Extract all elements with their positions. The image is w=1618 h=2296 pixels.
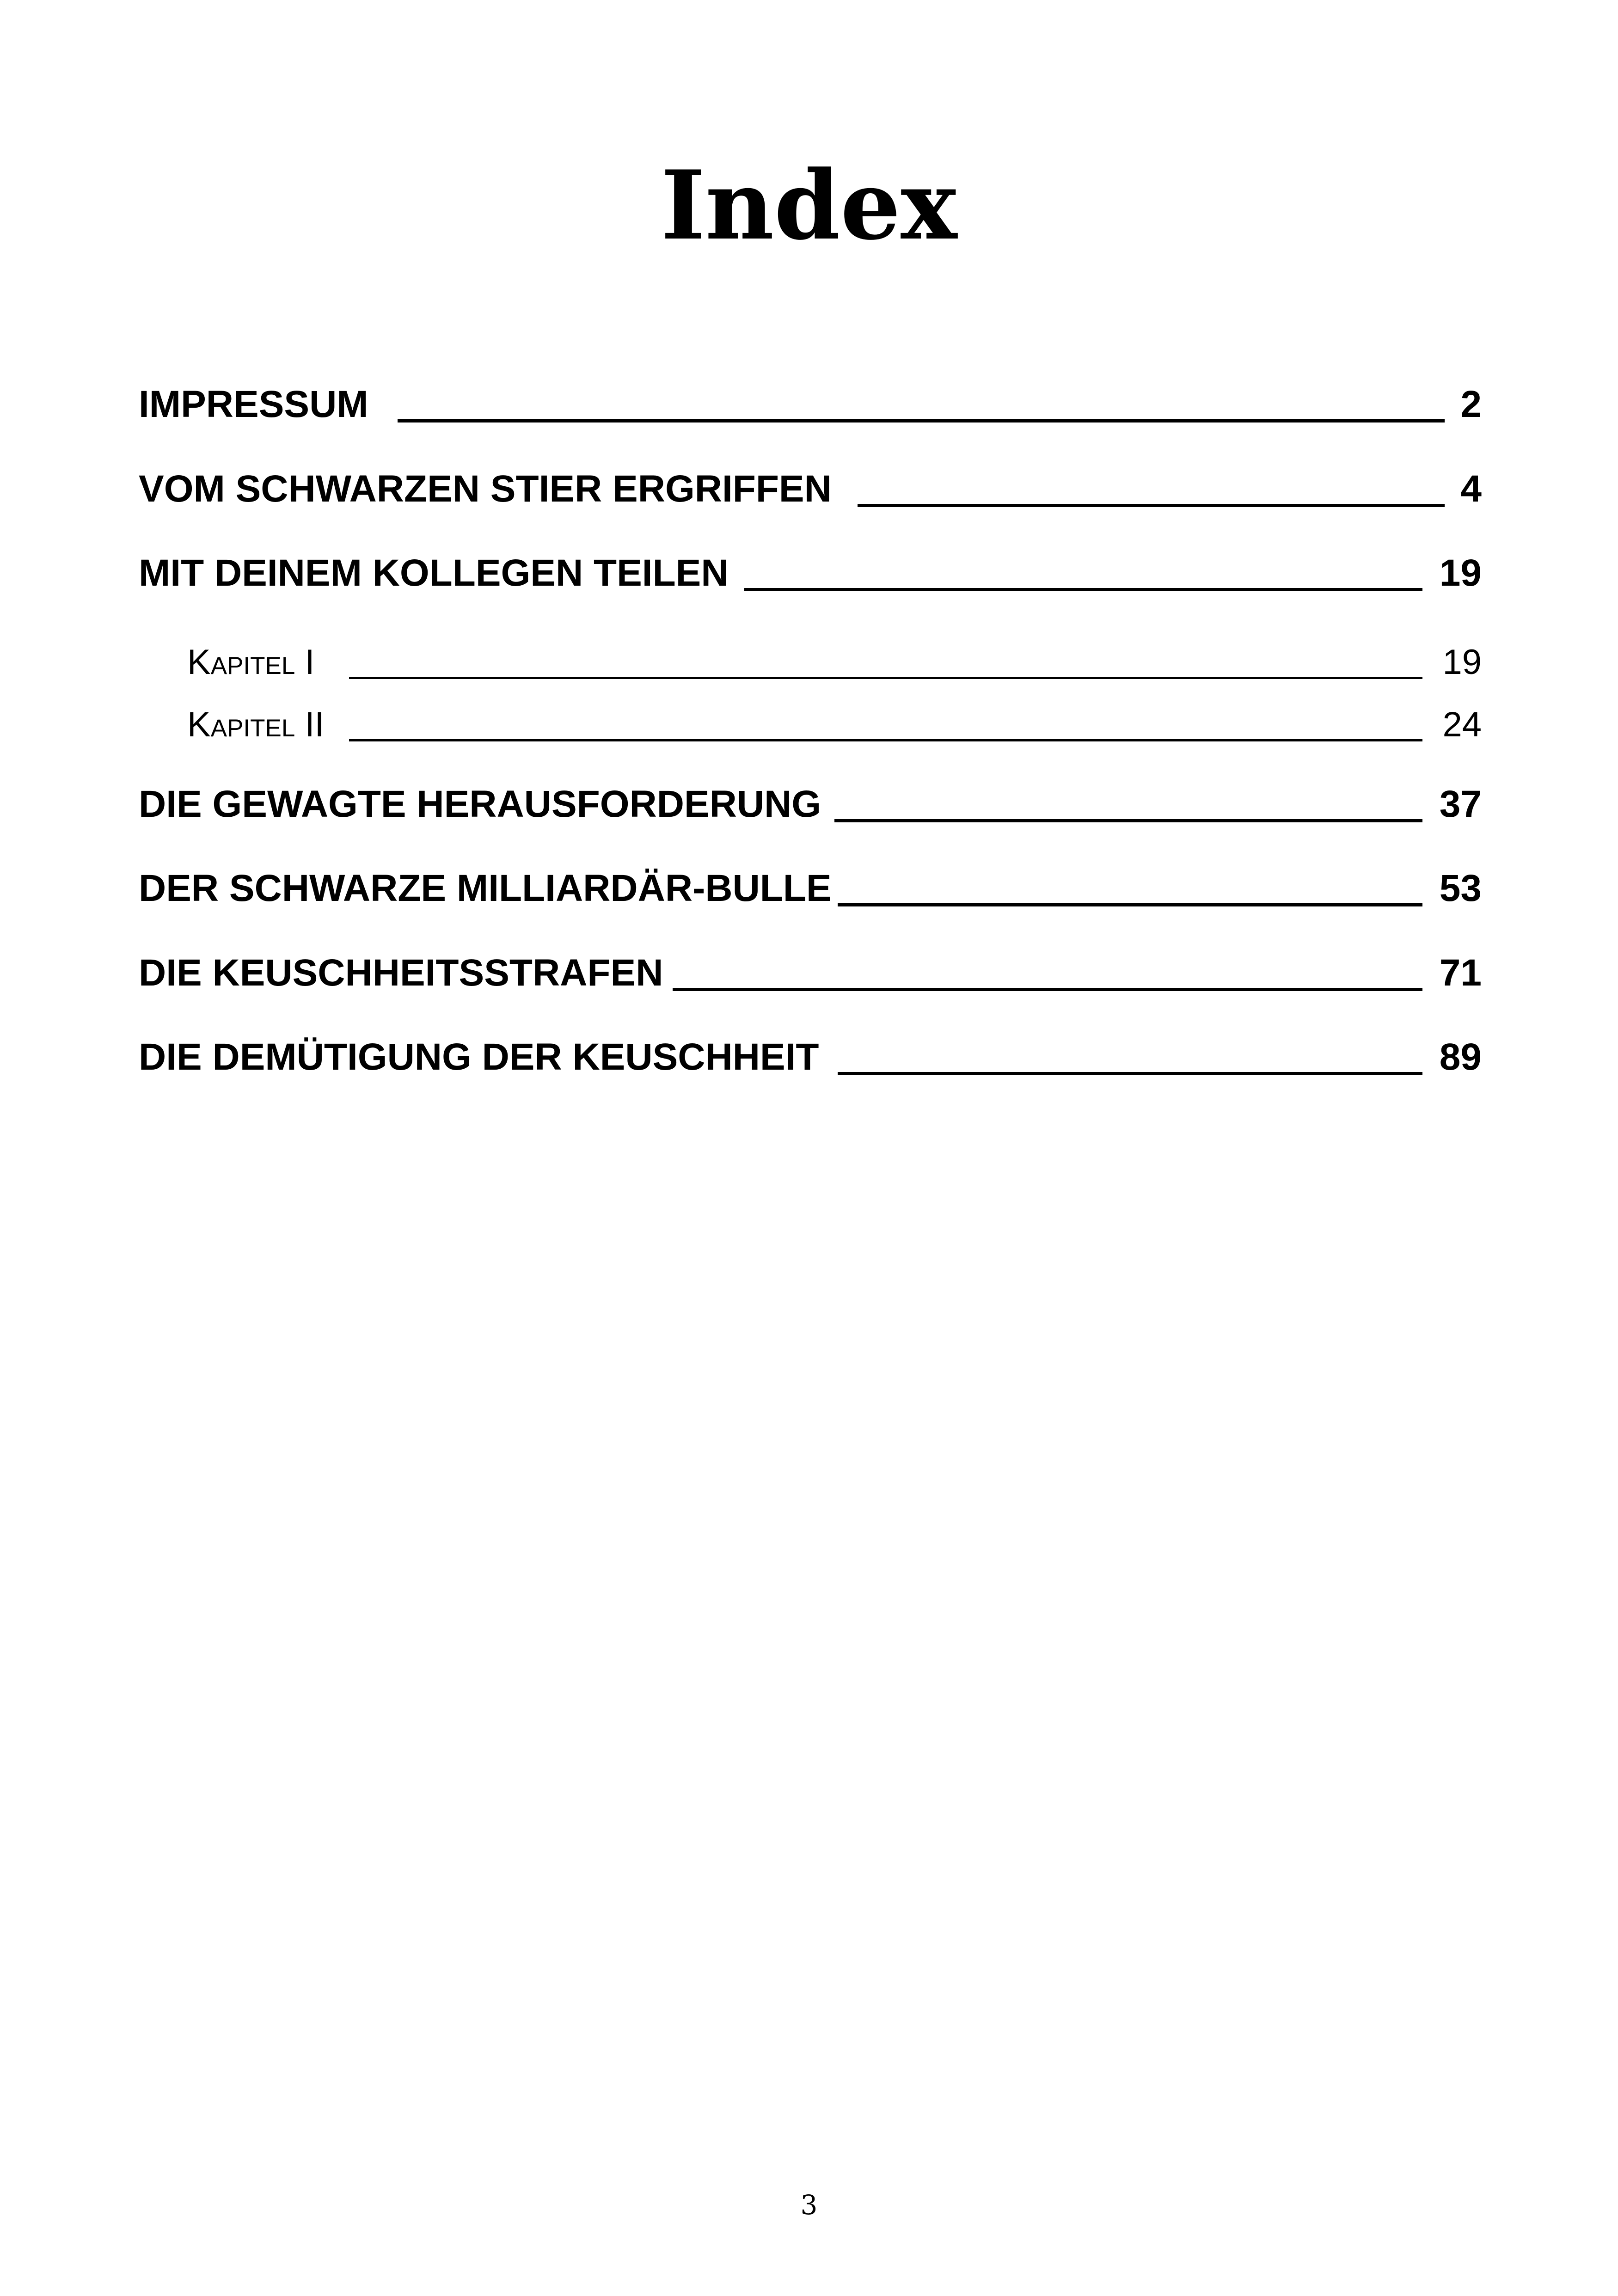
toc-page-number: 4 <box>1460 468 1482 510</box>
toc-subentry-label: Kapitel II <box>187 705 325 744</box>
toc-leader-line <box>349 739 1422 741</box>
toc-page-number: 37 <box>1439 783 1482 825</box>
toc-leader-line <box>858 504 1445 507</box>
toc-page-number: 19 <box>1442 643 1482 682</box>
toc-subentry-kapitel-2[interactable] <box>139 698 1482 749</box>
toc-page-number: 71 <box>1439 952 1482 994</box>
toc-leader-line <box>398 419 1445 422</box>
toc-entry-label: DIE DEMÜTIGUNG DER KEUSCHHEIT <box>139 1036 819 1078</box>
toc-leader-line <box>673 988 1422 991</box>
toc-page-number: 2 <box>1460 383 1482 425</box>
toc-entry-label: DIE GEWAGTE HERAUSFORDERUNG <box>139 783 821 825</box>
toc-entry-label: DIE KEUSCHHEITSSTRAFEN <box>139 952 663 994</box>
toc-entry-label: MIT DEINEM KOLLEGEN TEILEN <box>139 552 729 594</box>
toc-entry-label: IMPRESSUM <box>139 383 368 425</box>
toc-leader-line <box>838 1072 1422 1075</box>
toc-entry-die-keuschheitsstrafen[interactable] <box>139 948 1482 998</box>
toc-page-number: 24 <box>1442 705 1482 744</box>
toc-entry-label: DER SCHWARZE MILLIARDÄR-BULLE <box>139 867 832 909</box>
toc-leader-line <box>744 588 1422 591</box>
toc-page-number: 89 <box>1439 1036 1482 1078</box>
toc-entry-mit-deinem-kollegen[interactable] <box>139 548 1482 599</box>
page-title: Index <box>661 150 957 261</box>
toc-leader-line <box>838 903 1422 906</box>
toc-leader-line <box>834 819 1422 822</box>
toc-entry-der-schwarze-milliardaer-bulle[interactable] <box>139 863 1482 914</box>
toc-entry-vom-schwarzen-stier[interactable] <box>139 464 1482 514</box>
toc-entry-die-demuetigung-der-keuschheit[interactable] <box>139 1032 1482 1083</box>
toc-subentry-label: Kapitel I <box>187 643 315 682</box>
toc-page-number: 19 <box>1439 552 1482 594</box>
toc-entry-die-gewagte-herausforderung[interactable] <box>139 779 1482 830</box>
toc-page-number: 53 <box>1439 867 1482 909</box>
toc-entry-impressum[interactable] <box>139 379 1482 430</box>
toc-subentry-kapitel-1[interactable] <box>139 636 1482 686</box>
toc-entry-label: VOM SCHWARZEN STIER ERGRIFFEN <box>139 468 832 510</box>
page-number: 3 <box>800 2189 818 2221</box>
toc-leader-line <box>349 677 1422 679</box>
